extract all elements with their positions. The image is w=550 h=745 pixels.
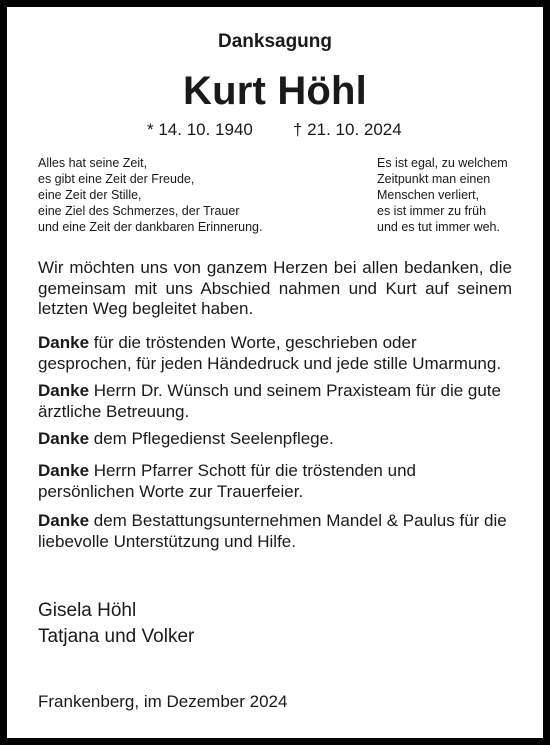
- verse-line: und es tut immer weh.: [377, 220, 500, 234]
- thanks-item: [38, 460, 528, 502]
- thanks-keyword: Danke: [38, 461, 90, 480]
- verse-left: [38, 155, 262, 235]
- thanks-item: [38, 510, 528, 552]
- thanks-text: Herrn Pfarrer Schott für die tröstenden und: [89, 461, 416, 480]
- verse-line: es ist immer zu früh: [377, 204, 487, 218]
- verse-line: Alles hat seine Zeit,: [38, 156, 148, 170]
- verse-line: eine Ziel des Schmerzes, der Trauer: [38, 204, 240, 218]
- thanks-item: [38, 380, 528, 422]
- thanks-keyword: Danke: [38, 333, 90, 352]
- signature-name: Tatjana und Volker: [38, 626, 195, 647]
- thanks-text: liebevolle Unterstützung und Hilfe.: [38, 532, 296, 551]
- verse-line: eine Zeit der Stille,: [38, 188, 142, 202]
- thanks-keyword: Danke: [38, 511, 90, 530]
- signatures: [38, 598, 194, 650]
- verse-line: Menschen verliert,: [377, 188, 480, 202]
- thanks-text: dem Bestattungsunternehmen Mandel & Paulus für die: [89, 511, 507, 530]
- death-date: † 21. 10. 2024: [293, 120, 402, 139]
- birth-date: * 14. 10. 1940: [147, 120, 253, 139]
- verse-line: Es ist egal, zu welchem: [377, 156, 508, 170]
- verse-line: und eine Zeit der dankbaren Erinnerung.: [38, 220, 263, 234]
- place-date: Frankenberg, im Dezember 2024: [38, 692, 288, 711]
- thanks-item: [38, 332, 528, 374]
- verse-line: Zeitpunkt man einen: [377, 172, 491, 186]
- thanks-text: für die tröstenden Worte, geschrieben oder: [89, 333, 417, 352]
- thanks-text: ärztliche Betreuung.: [38, 402, 190, 421]
- verse-line: es gibt eine Zeit der Freude,: [38, 172, 195, 186]
- thanks-text: dem Pflegedienst Seelenpflege.: [89, 429, 334, 448]
- heading: Danksagung: [217, 31, 333, 52]
- thanks-text: persönlichen Worte zur Trauerfeier.: [38, 482, 304, 501]
- deceased-name: Kurt Höhl: [183, 69, 367, 113]
- intro-paragraph: Wir möchten uns von ganzem Herzen bei allen bedanken, die gemeinsam mit uns Abschied nahmen und Kurt auf seinem letzten Weg begleitet haben.: [38, 258, 512, 318]
- signature-name: Gisela Höhl: [38, 600, 137, 621]
- thanks-keyword: Danke: [38, 429, 90, 448]
- thanks-keyword: Danke: [38, 381, 90, 400]
- thanks-text: gesprochen, für jeden Händedruck und jede stille Umarmung.: [38, 354, 502, 373]
- thanks-item: [38, 428, 528, 449]
- verse-right: [377, 155, 508, 235]
- obituary-card: [7, 7, 543, 738]
- thanks-text: Herrn Dr. Wünsch und seinem Praxisteam für die gute: [89, 381, 501, 400]
